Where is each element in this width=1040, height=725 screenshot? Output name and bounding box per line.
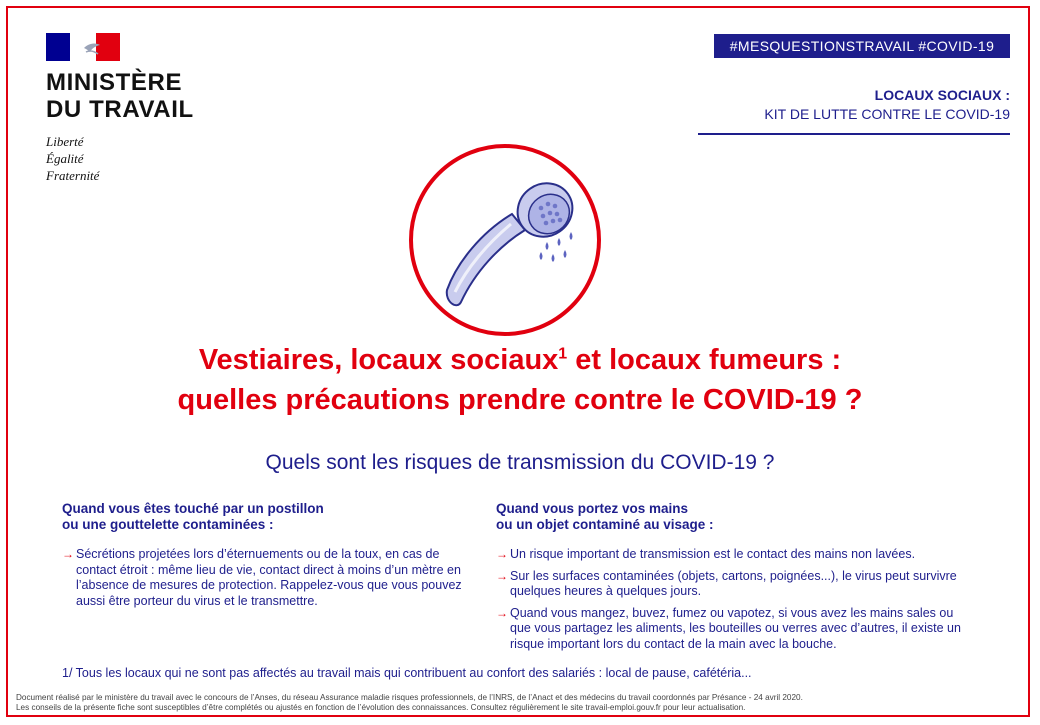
hand-risk-column (496, 501, 976, 658)
list-item: → Un risque important de transmission est le contact des mains non lavées. (496, 547, 916, 561)
kit-title: LOCAUX SOCIAUX : (874, 87, 1010, 103)
kit-divider (698, 133, 1010, 135)
hand-risk-title: Quand vous portez vos mains ou un objet contaminé au visage : (496, 501, 714, 532)
arrow-right-icon: → (496, 568, 508, 583)
list-item: → Sur les surfaces contaminées (objets, cartons, poignées...), le virus peut survivre quelques heures à quelques jours. (496, 568, 957, 598)
footnote-mark: 1 (558, 345, 568, 363)
droplet-risk-column (62, 501, 472, 615)
list-item: → Sécrétions projetées lors d’éternuements ou de la toux, en cas de contact étroit : même lieu de vie, contact direct à moins d’un mètre en l’absence de mesures de protection. Rappelez-vous que vous pouvez aussi être porteur du virus et le transmettre. (62, 547, 462, 608)
arrow-right-icon: → (496, 605, 508, 620)
kit-header (698, 86, 1010, 135)
kit-subtitle: KIT DE LUTTE CONTRE LE COVID-19 (764, 106, 1010, 122)
hashtag-banner: #MESQUESTIONSTRAVAIL #COVID-19 (714, 34, 1010, 58)
risk-question: Quels sont les risques de transmission du COVID-19 ? (265, 451, 775, 474)
ministry-name: MINISTÈRE DU TRAVAIL (46, 69, 194, 123)
arrow-right-icon: → (62, 547, 74, 561)
ministry-logo (46, 33, 194, 184)
arrow-right-icon: → (496, 547, 508, 561)
page-headline: Vestiaires, locaux sociaux$^1$ et locaux fumeurs : quelles précautions prendre contre le COVID-19 ? (177, 344, 863, 416)
shower-head-icon (407, 142, 603, 343)
marianne-flag-icon (46, 33, 120, 61)
credits: Document réalisé par le ministère du travail avec le concours de l’Anses, du réseau Assurance maladie risques professionnels, de l’INRS, de l’Anact et des médecins du travail coordonnés par Présance - 24 avril 2020. Les conseils de la présente fiche sont susceptibles d’être complétés ou ajustés en fonction de l’évolution des connaissances. Consultez régulièrement le site travail-emploi.gouv.fr pour leur actualisation. (16, 693, 803, 712)
droplet-risk-title: Quand vous êtes touché par un postillon ou une gouttelette contaminées : (62, 501, 324, 532)
republic-motto: Liberté Égalité Fraternité (46, 134, 100, 183)
footnote: 1/ Tous les locaux qui ne sont pas affectés au travail mais qui contribuent au confort des salariés : local de pause, cafétéria... (62, 666, 752, 680)
list-item: → Quand vous mangez, buvez, fumez ou vapotez, si vous avez les mains sales ou que vous partagez les aliments, les bouteilles ou verres avec d’autres, il existe un risque important lors du contact de la main avec la bouche. (496, 605, 961, 651)
